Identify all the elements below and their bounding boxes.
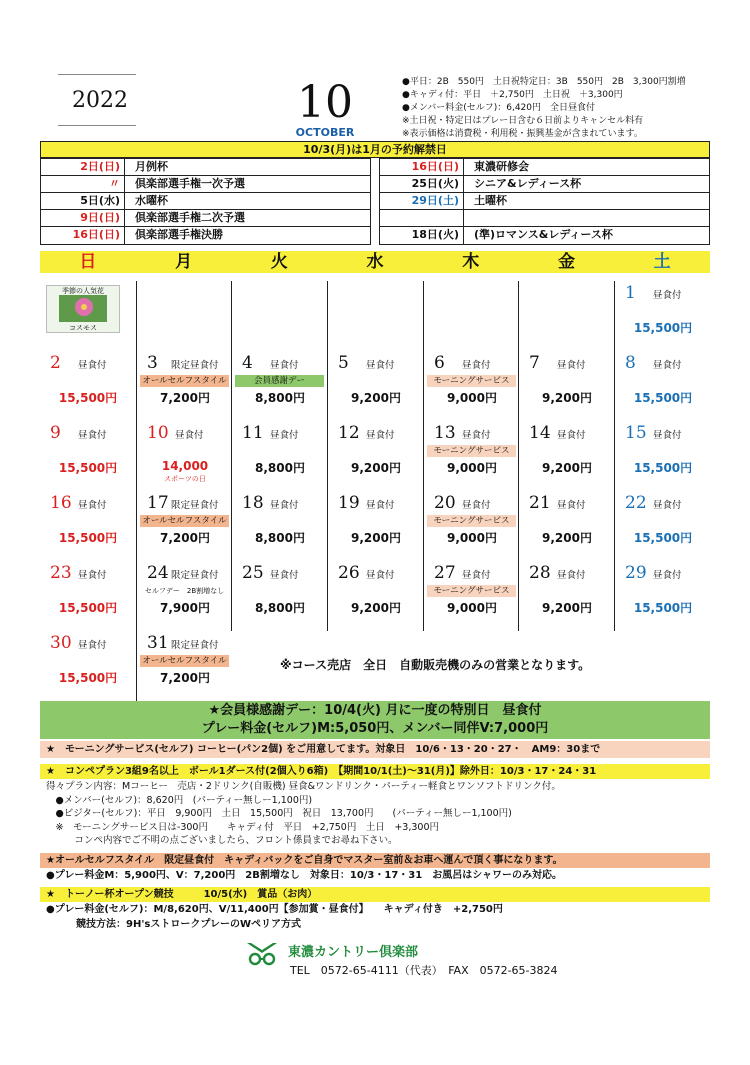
day-number: 22 [625, 493, 647, 513]
plan-tag: オールセルフスタイル [140, 375, 229, 387]
event-row [380, 176, 709, 193]
club-logo-icon [245, 939, 279, 967]
calendar-day [327, 561, 423, 631]
event-title: 月例杯 [135, 160, 168, 173]
tono-cup-details [46, 902, 503, 932]
plan-tag: モーニングサービス [427, 585, 516, 597]
calendar-day [423, 281, 519, 351]
meal-label: 昼食付 [366, 430, 395, 441]
plan-tag: オールセルフスタイル [140, 515, 229, 527]
day-number: 4 [242, 353, 253, 373]
price: 8,800円 [255, 531, 305, 545]
member-appreciation-day [40, 701, 710, 739]
calendar-day [518, 421, 614, 491]
price: 9,000円 [447, 461, 497, 475]
event-title: 土曜杯 [474, 194, 507, 207]
weekday-header [40, 251, 710, 273]
calendar-day [136, 351, 232, 421]
seasonal-flower [46, 285, 120, 333]
event-title: シニア&レディース杯 [474, 177, 582, 190]
cosmos-flower-icon [59, 295, 107, 322]
day-number: 26 [338, 563, 360, 583]
day-number: 5 [338, 353, 349, 373]
day-number: 31 [147, 633, 169, 653]
meal-label: 昼食付 [78, 360, 107, 371]
day-number: 8 [625, 353, 636, 373]
meal-label: 昼食付 [653, 360, 682, 371]
day-number: 28 [529, 563, 551, 583]
compe-line: ※ モーニングサービス日は-300円 キャディ付 平日 +2,750円 土日 +3,300円 [46, 821, 440, 833]
meal-label: 昼食付 [366, 570, 395, 581]
price: 9,200円 [351, 601, 401, 615]
calendar-day [136, 421, 232, 491]
tono-cup-band: ★ トーノー杯オープン競技 10/5(水) 賞品（お肉） [40, 887, 710, 902]
all-self-style-detail: ●プレー料金M：5,900円、V：7,200円 2B割増なし 対象日：10/3・17・31 お風呂はシャワーのみ対応。 [46, 870, 563, 881]
day-number: 20 [434, 493, 456, 513]
price: 9,000円 [447, 391, 497, 405]
meal-label: 昼食付 [557, 430, 586, 441]
calendar-day [614, 631, 710, 701]
day-number: 23 [50, 563, 72, 583]
day-number: 17 [147, 493, 169, 513]
calendar-day [136, 561, 232, 631]
weekday-3: 水 [366, 252, 384, 272]
event-date: 〃 [41, 176, 125, 192]
price: 9,200円 [351, 391, 401, 405]
calendar-week [40, 421, 710, 491]
calendar-day [614, 421, 710, 491]
day-number: 2 [50, 353, 61, 373]
event-date [380, 210, 464, 226]
calendar-week [40, 561, 710, 631]
price: 15,500円 [633, 601, 693, 615]
morning-service-band: ★ モーニングサービス(セルフ) コーヒー(パン2個) をご用意してます。対象日 10/6・13・20・27・ AM9：30まで [40, 741, 710, 758]
event-title: 倶楽部選手権決勝 [135, 228, 223, 241]
price: 15,500円 [58, 461, 118, 475]
meal-label: 昼食付 [270, 430, 299, 441]
meal-label: 昼食付 [78, 570, 107, 581]
day-number: 24 [147, 563, 169, 583]
calendar-day [40, 351, 136, 421]
calendar-day [231, 491, 327, 561]
event-row [41, 159, 370, 176]
calendar-day [614, 561, 710, 631]
calendar-day [231, 561, 327, 631]
price: 9,200円 [351, 461, 401, 475]
meal-label: 昼食付 [557, 360, 586, 371]
event-date: 5日(水) [41, 193, 125, 209]
day-number: 18 [242, 493, 264, 513]
day-number: 6 [434, 353, 445, 373]
compe-line: コンペ内容でご不明の点ございましたら、フロント係員までお尋ね下さい。 [46, 835, 398, 846]
plan-tag: モーニングサービス [427, 375, 516, 387]
day-number: 12 [338, 423, 360, 443]
calendar-day [327, 351, 423, 421]
calendar-day [136, 491, 232, 561]
price: 7,200円 [160, 531, 210, 545]
event-date: 16日(日) [41, 227, 125, 244]
plan-tag: オールセルフスタイル [140, 655, 229, 667]
meal-label: 昼食付 [175, 430, 204, 441]
day-number: 16 [50, 493, 72, 513]
calendar-day [518, 561, 614, 631]
calendar-day [40, 421, 136, 491]
meal-label: 昼食付 [653, 500, 682, 511]
price: 8,800円 [255, 391, 305, 405]
plan-tag: モーニングサービス [427, 445, 516, 457]
events-table-left [40, 158, 371, 245]
calendar-day [231, 281, 327, 351]
event-date: 9日(日) [41, 210, 125, 226]
price: 8,800円 [255, 601, 305, 615]
meal-label: 昼食付 [270, 570, 299, 581]
plan-tag: 会員感謝デー [235, 375, 324, 387]
calendar-day [40, 561, 136, 631]
calendar-day [327, 421, 423, 491]
event-row [41, 227, 370, 244]
calendar-day [423, 421, 519, 491]
price: 9,200円 [542, 531, 592, 545]
price: 9,200円 [351, 531, 401, 545]
price-note: ●メンバー料金(セルフ)：6,420円 全日昼食付 [402, 103, 596, 113]
event-row [380, 159, 709, 176]
price: 9,200円 [542, 461, 592, 475]
day-number: 30 [50, 633, 72, 653]
tono-line: 競技方法：9H'sストロークプレーのWペリア方式 [46, 919, 301, 930]
calendar-day [231, 351, 327, 421]
month-number: 10 [297, 77, 353, 128]
price: 15,500円 [58, 601, 118, 615]
day-number: 15 [625, 423, 647, 443]
shop-note: ※コース売店 全日 自動販売機のみの営業となります。 [280, 658, 591, 672]
calendar-day [614, 351, 710, 421]
calendar-day [327, 491, 423, 561]
price-note: ※土日祝・特定日はプレー日含む６日前よりキャンセル料有 [402, 116, 644, 126]
all-self-style-band: ★オールセルフスタイル 限定昼食付 キャディバックをご自身でマスター室前＆お車へ運んで頂く事になります。 [40, 853, 710, 868]
contact-info: TEL 0572-65-4111（代表） FAX 0572-65-3824 [290, 964, 558, 977]
meal-label: 限定昼食付 [171, 500, 219, 511]
price: 7,200円 [160, 391, 210, 405]
meal-label: 昼食付 [557, 500, 586, 511]
calendar-day [231, 421, 327, 491]
holiday-name: スポーツの日 [164, 475, 206, 483]
calendar-day [423, 491, 519, 561]
meal-label: 昼食付 [462, 570, 491, 581]
event-title: (準)ロマンス&レディース杯 [474, 228, 613, 241]
meal-label: 昼食付 [557, 570, 586, 581]
price: 15,500円 [633, 461, 693, 475]
price: 15,500円 [58, 531, 118, 545]
club-name: 東濃カントリー倶楽部 [288, 945, 419, 960]
event-date: 18日(火) [380, 227, 464, 244]
day-number: 21 [529, 493, 551, 513]
calendar-day [423, 351, 519, 421]
event-title: 倶楽部選手権二次予選 [135, 211, 245, 224]
member-day-line1: ★会員様感謝デー：10/4(火) 月に一度の特別日 昼食付 [208, 703, 542, 718]
meal-label: 昼食付 [653, 570, 682, 581]
meal-label: 昼食付 [366, 500, 395, 511]
meal-label: 昼食付 [270, 500, 299, 511]
event-row [380, 210, 709, 227]
meal-label: 昼食付 [78, 640, 107, 651]
day-number: 7 [529, 353, 540, 373]
day-number: 1 [625, 283, 636, 303]
calendar-day [40, 631, 136, 701]
event-date: 25日(火) [380, 176, 464, 192]
month-english: OCTOBER [295, 126, 355, 139]
day-number: 9 [50, 423, 61, 443]
meal-label: 昼食付 [653, 430, 682, 441]
price: 9,000円 [447, 601, 497, 615]
event-title: 東濃研修会 [474, 160, 529, 173]
flower-caption-bottom: コスモス [69, 324, 97, 332]
weekday-6: 土 [653, 252, 671, 272]
day-number: 3 [147, 353, 158, 373]
event-row [380, 227, 709, 244]
weekday-4: 木 [462, 252, 480, 272]
price: 14,000 [161, 459, 209, 473]
calendar-day [614, 281, 710, 351]
event-row [380, 193, 709, 210]
meal-label: 限定昼食付 [171, 640, 219, 651]
plan-tag: セルフデー 2B割増なし [144, 587, 225, 595]
day-number: 19 [338, 493, 360, 513]
price: 15,500円 [58, 671, 118, 685]
meal-label: 昼食付 [270, 360, 299, 371]
weekday-2: 火 [270, 252, 288, 272]
event-title: 水曜杯 [135, 194, 168, 207]
event-row [41, 210, 370, 227]
flower-caption-top: 季節の人気花 [62, 287, 104, 295]
calendar-day [614, 491, 710, 561]
price-note: ●キャディ付：平日 ＋2,750円 土日祝 ＋3,300円 [402, 90, 623, 100]
day-number: 27 [434, 563, 456, 583]
events-table-right [379, 158, 710, 245]
compe-plan-band: ★ コンペプラン3組9名以上 ボール1ダース付(2個入り6箱) 【期間10/1(土)～31(月)】除外日：10/3・17・24・31 [40, 764, 710, 779]
event-row [41, 193, 370, 210]
calendar-day [518, 491, 614, 561]
price: 15,500円 [58, 391, 118, 405]
day-number: 29 [625, 563, 647, 583]
day-number: 25 [242, 563, 264, 583]
calendar-day [518, 351, 614, 421]
compe-line: 得々プラン内容：Mコーヒー 売店・2ドリンク(自販機) 昼食&ワンドリンク・パーティー軽食とワンソフトドリンク付。 [46, 781, 561, 792]
day-number: 11 [242, 423, 264, 443]
weekday-1: 月 [175, 252, 193, 272]
year: 2022 [72, 88, 128, 113]
event-date: 16日(日) [380, 159, 464, 175]
compe-line: ●ビジター(セルフ)：平日 9,900円 土日 15,500円 祝日 13,700円 (パーティー無しー1,100円) [46, 808, 512, 819]
price: 7,200円 [160, 671, 210, 685]
price: 15,500円 [633, 531, 693, 545]
calendar-day [136, 631, 232, 701]
meal-label: 昼食付 [78, 430, 107, 441]
day-number: 13 [434, 423, 456, 443]
member-day-line2: プレー料金(セルフ)M:5,050円、メンバー同伴V:7,000円 [201, 721, 549, 736]
day-number: 14 [529, 423, 551, 443]
calendar-day [518, 281, 614, 351]
event-date: 2日(日) [41, 159, 125, 175]
calendar-day [136, 281, 232, 351]
meal-label: 昼食付 [366, 360, 395, 371]
calendar-week [40, 281, 710, 351]
meal-label: 限定昼食付 [171, 570, 219, 581]
compe-line: ●メンバー(セルフ)：8,620円 (パーティー無しー1,100円) [46, 794, 313, 806]
calendar-day [40, 491, 136, 561]
meal-label: 昼食付 [462, 500, 491, 511]
weekday-5: 金 [557, 252, 575, 272]
price-note: ※表示価格は消費税・利用税・振興基金が含まれています。 [402, 129, 643, 139]
reservation-banner: 10/3(月)は1月の予約解禁日 [40, 141, 710, 158]
year-rule-top [58, 74, 136, 75]
meal-label: 昼食付 [653, 290, 682, 301]
price: 9,200円 [542, 391, 592, 405]
price: 9,000円 [447, 531, 497, 545]
event-date: 29日(土) [380, 193, 464, 209]
calendar-week [40, 351, 710, 421]
calendar-week [40, 491, 710, 561]
price-note: ●平日：2B 550円 土日祝特定日：3B 550円 2B 3,300円割増 [402, 77, 686, 87]
calendar-day [423, 561, 519, 631]
compe-plan-details [46, 780, 561, 848]
day-number: 10 [147, 423, 169, 443]
meal-label: 昼食付 [462, 430, 491, 441]
weekday-0: 日 [79, 252, 97, 272]
price: 15,500円 [633, 321, 693, 335]
price-notes [402, 76, 686, 141]
calendar-day [327, 281, 423, 351]
event-title: 倶楽部選手権一次予選 [135, 177, 245, 190]
price: 8,800円 [255, 461, 305, 475]
price: 15,500円 [633, 391, 693, 405]
year-rule-bottom [58, 125, 136, 126]
meal-label: 昼食付 [462, 360, 491, 371]
plan-tag: モーニングサービス [427, 515, 516, 527]
meal-label: 限定昼食付 [171, 360, 219, 371]
event-row [41, 176, 370, 193]
price: 7,900円 [160, 601, 210, 615]
tono-line: ●プレー料金(セルフ)：M/8,620円、V/11,400円【参加賞・昼食付】 キャディ付き +2,750円 [46, 904, 503, 915]
meal-label: 昼食付 [78, 500, 107, 511]
event-title [464, 210, 709, 226]
price: 9,200円 [542, 601, 592, 615]
